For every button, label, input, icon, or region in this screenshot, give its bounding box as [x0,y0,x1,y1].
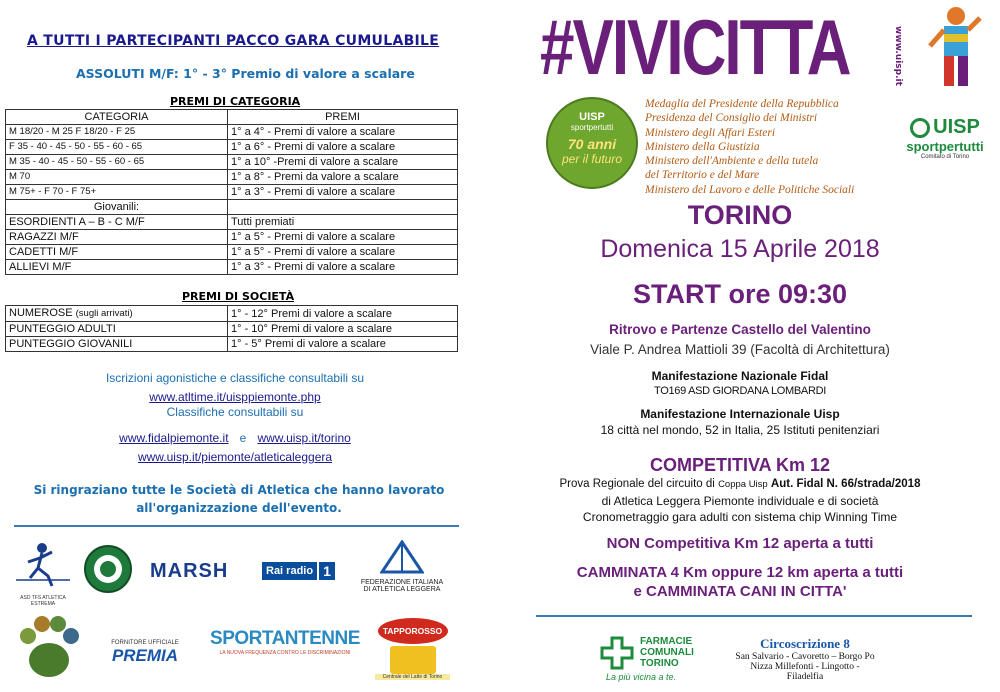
table-row [6,170,458,185]
premio-cell: 1° - 5° Premi di valore a scalare [228,337,458,352]
table-row [6,200,458,215]
brand-url: www.uisp.it [893,26,903,86]
thanks-block: Si ringraziano tutte le Società di Atletica che hanno lavorato all'organizzazione dell'evento. [33,483,445,515]
table-row [6,306,458,322]
assoluti-line: ASSOLUTI M/F: 1° - 3° Premio di valore a scalare [76,66,415,81]
manifestazione-nazionale: Manifestazione Nazionale Fidal [651,369,829,383]
premi-header: PREMI [228,110,458,125]
table-row [6,185,458,200]
cat-cell: M 18/20 - M 25 F 18/20 - F 25 [6,125,228,140]
atltime-link[interactable]: www.atltime.it/uisppiemonte.php [149,390,321,404]
cat-cell: ALLIEVI M/F [6,260,228,275]
iscrizioni-text: Iscrizioni agonistiche e classifiche consultabili su [105,371,365,385]
table-row [6,322,458,337]
milk-bottle-icon [390,646,436,674]
cat-cell: F 35 - 40 - 45 - 50 - 55 - 60 - 65 [6,140,228,155]
premio-cell: 1° a 4° - Premi di valore a scalare [228,125,458,140]
table-row [6,125,458,140]
fidal-code: TO169 ASD GIORDANA LOMBARDI [653,385,827,397]
asd-logo: ASD TFS ATLETICA ESTREMA [12,540,74,595]
uisp-circle-icon [910,118,930,138]
table-row [6,260,458,275]
address-line: Viale P. Andrea Mattioli 39 (Facoltà di Architettura) [590,342,890,357]
runner-icon [12,540,74,590]
societa-table [5,305,458,352]
pacco-gara-title: A TUTTI I PARTECIPANTI PACCO GARA CUMULABILE [27,33,440,49]
premio-cell: 1° a 6° - Premi di valore a scalare [228,140,458,155]
marsh-logo: MARSH [150,560,229,582]
vivicitta-brand: #VIVICITTA [540,5,850,92]
ritrovo-line: Ritrovo e Partenze Castello del Valentino [609,322,871,337]
camminata-line1: CAMMINATA 4 Km oppure 12 km aperta a tutti [576,564,904,581]
divider [536,615,972,617]
fidal-logo: FEDERAZIONE ITALIANA DI ATLETICA LEGGERA [352,540,452,593]
prova-line2: di Atletica Leggera Piemonte individuale e di società [601,494,879,508]
premio-cell: 1° a 10° -Premi di valore a scalare [228,155,458,170]
uisp-70-badge: UISP sportpertutti 70 anni per il futuro [546,97,638,189]
tapporosso-logo: TAPPOROSSO Centrale del Latte di Torino [375,618,450,684]
uisp-atletica-link[interactable]: www.uisp.it/piemonte/atleticaleggera [137,450,333,464]
premio-cell: 1° a 3° - Premi di valore a scalare [228,260,458,275]
club-badge-icon [84,545,132,593]
categoria-table [5,109,458,275]
cat-cell: NUMEROSE (sugli arrivati) [6,306,228,322]
table-row [6,245,458,260]
table-row [6,215,458,230]
cat-cell: RAGAZZI M/F [6,230,228,245]
cat-cell: M 75+ - F 70 - F 75+ [6,185,228,200]
cronometraggio-line: Cronometraggio gara adulti con sistema chip Winning Time [582,510,898,524]
patronage-list: Medaglia del Presidente della Repubblica Presidenza del Consiglio dei Ministri Ministero degli Affari Esteri Ministero della Giustizia Ministero dell'Ambiente e della tutela del Territorio e del Mare Ministero del Lavoro e delle Politiche Sociali [645,98,855,196]
sportantenne-logo: SPORTANTENNE LA NUOVA FREQUENZA CONTRO LE DISCRIMINAZIONI [210,628,360,656]
table-row [6,155,458,170]
prova-line: Prova Regionale del circuito di Coppa Uisp Aut. Fidal N. 66/strada/2018 [559,478,921,490]
circoscrizione-block: Circoscrizione 8 San Salvario - Cavoretto – Borgo Po Nizza Millefonti - Lingotto - Filadelfia [735,636,875,682]
int-details: 18 città nel mondo, 52 in Italia, 25 Istituti penitenziari [600,423,880,437]
premio-cell: 1° - 12° Premi di valore a scalare [228,306,458,322]
manifestazione-internazionale: Manifestazione Internazionale Uisp [640,407,840,421]
start-time: START ore 09:30 [632,279,848,309]
premio-cell: 1° - 10° Premi di valore a scalare [228,322,458,337]
uisp-torino-link[interactable]: www.uisp.it/torino [257,431,351,445]
cat-cell: PUNTEGGIO ADULTI [6,322,228,337]
divider [14,525,459,527]
table-row [6,337,458,352]
premi-categoria-title: PREMI DI CATEGORIA [170,95,301,108]
pharmacy-cross-icon [600,636,634,670]
cat-cell: ESORDIENTI A – B - C M/F [6,215,228,230]
premio-cell: Tutti premiati [228,215,458,230]
classifiche-text: Classifiche consultabili su [166,405,304,419]
premi-societa-title: PREMI DI SOCIETÀ [182,290,295,303]
premio-cell: 1° a 3° - Premi di valore a scalare [228,185,458,200]
cat-cell: M 70 [6,170,228,185]
paw-mosaic-logo [14,612,84,682]
categoria-header: CATEGORIA [6,110,228,125]
farmacie-comunali-logo: FARMACIE COMUNALI TORINO La più vicina a te. [600,632,730,687]
city-title: TORINO [687,200,793,230]
mascot-figure-icon [922,4,982,92]
competitiva-title: COMPETITIVA Km 12 [649,455,831,475]
cat-cell: CADETTI M/F [6,245,228,260]
link-separator: e [239,431,247,445]
non-competitiva: NON Competitiva Km 12 aperta a tutti [606,535,874,552]
fidal-triangle-icon [380,540,424,574]
premio-cell: 1° a 5° - Premi di valore a scalare [228,230,458,245]
giovanili-label: Giovanili: [6,200,228,215]
cat-cell: PUNTEGGIO GIOVANILI [6,337,228,352]
fidalpiemonte-link[interactable]: www.fidalpiemonte.it [119,431,229,445]
paw-icon [14,612,84,682]
table-row [6,140,458,155]
event-date: Domenica 15 Aprile 2018 [600,235,880,263]
premio-cell: 1° a 5° - Premi di valore a scalare [228,245,458,260]
cat-cell: M 35 - 40 - 45 - 50 - 55 - 60 - 65 [6,155,228,170]
premio-cell: 1° a 8° - Premi da valore a scalare [228,170,458,185]
premia-logo: FORNITORE UFFICIALE PREMIA [111,640,179,665]
camminata-line2: e CAMMINATA CANI IN CITTA' [633,583,847,600]
table-row [6,230,458,245]
uisp-torino-logo: UISP sportpertutti Comitato di Torino [906,116,984,160]
rai-radio-logo: Rai radio 1 [262,555,335,587]
